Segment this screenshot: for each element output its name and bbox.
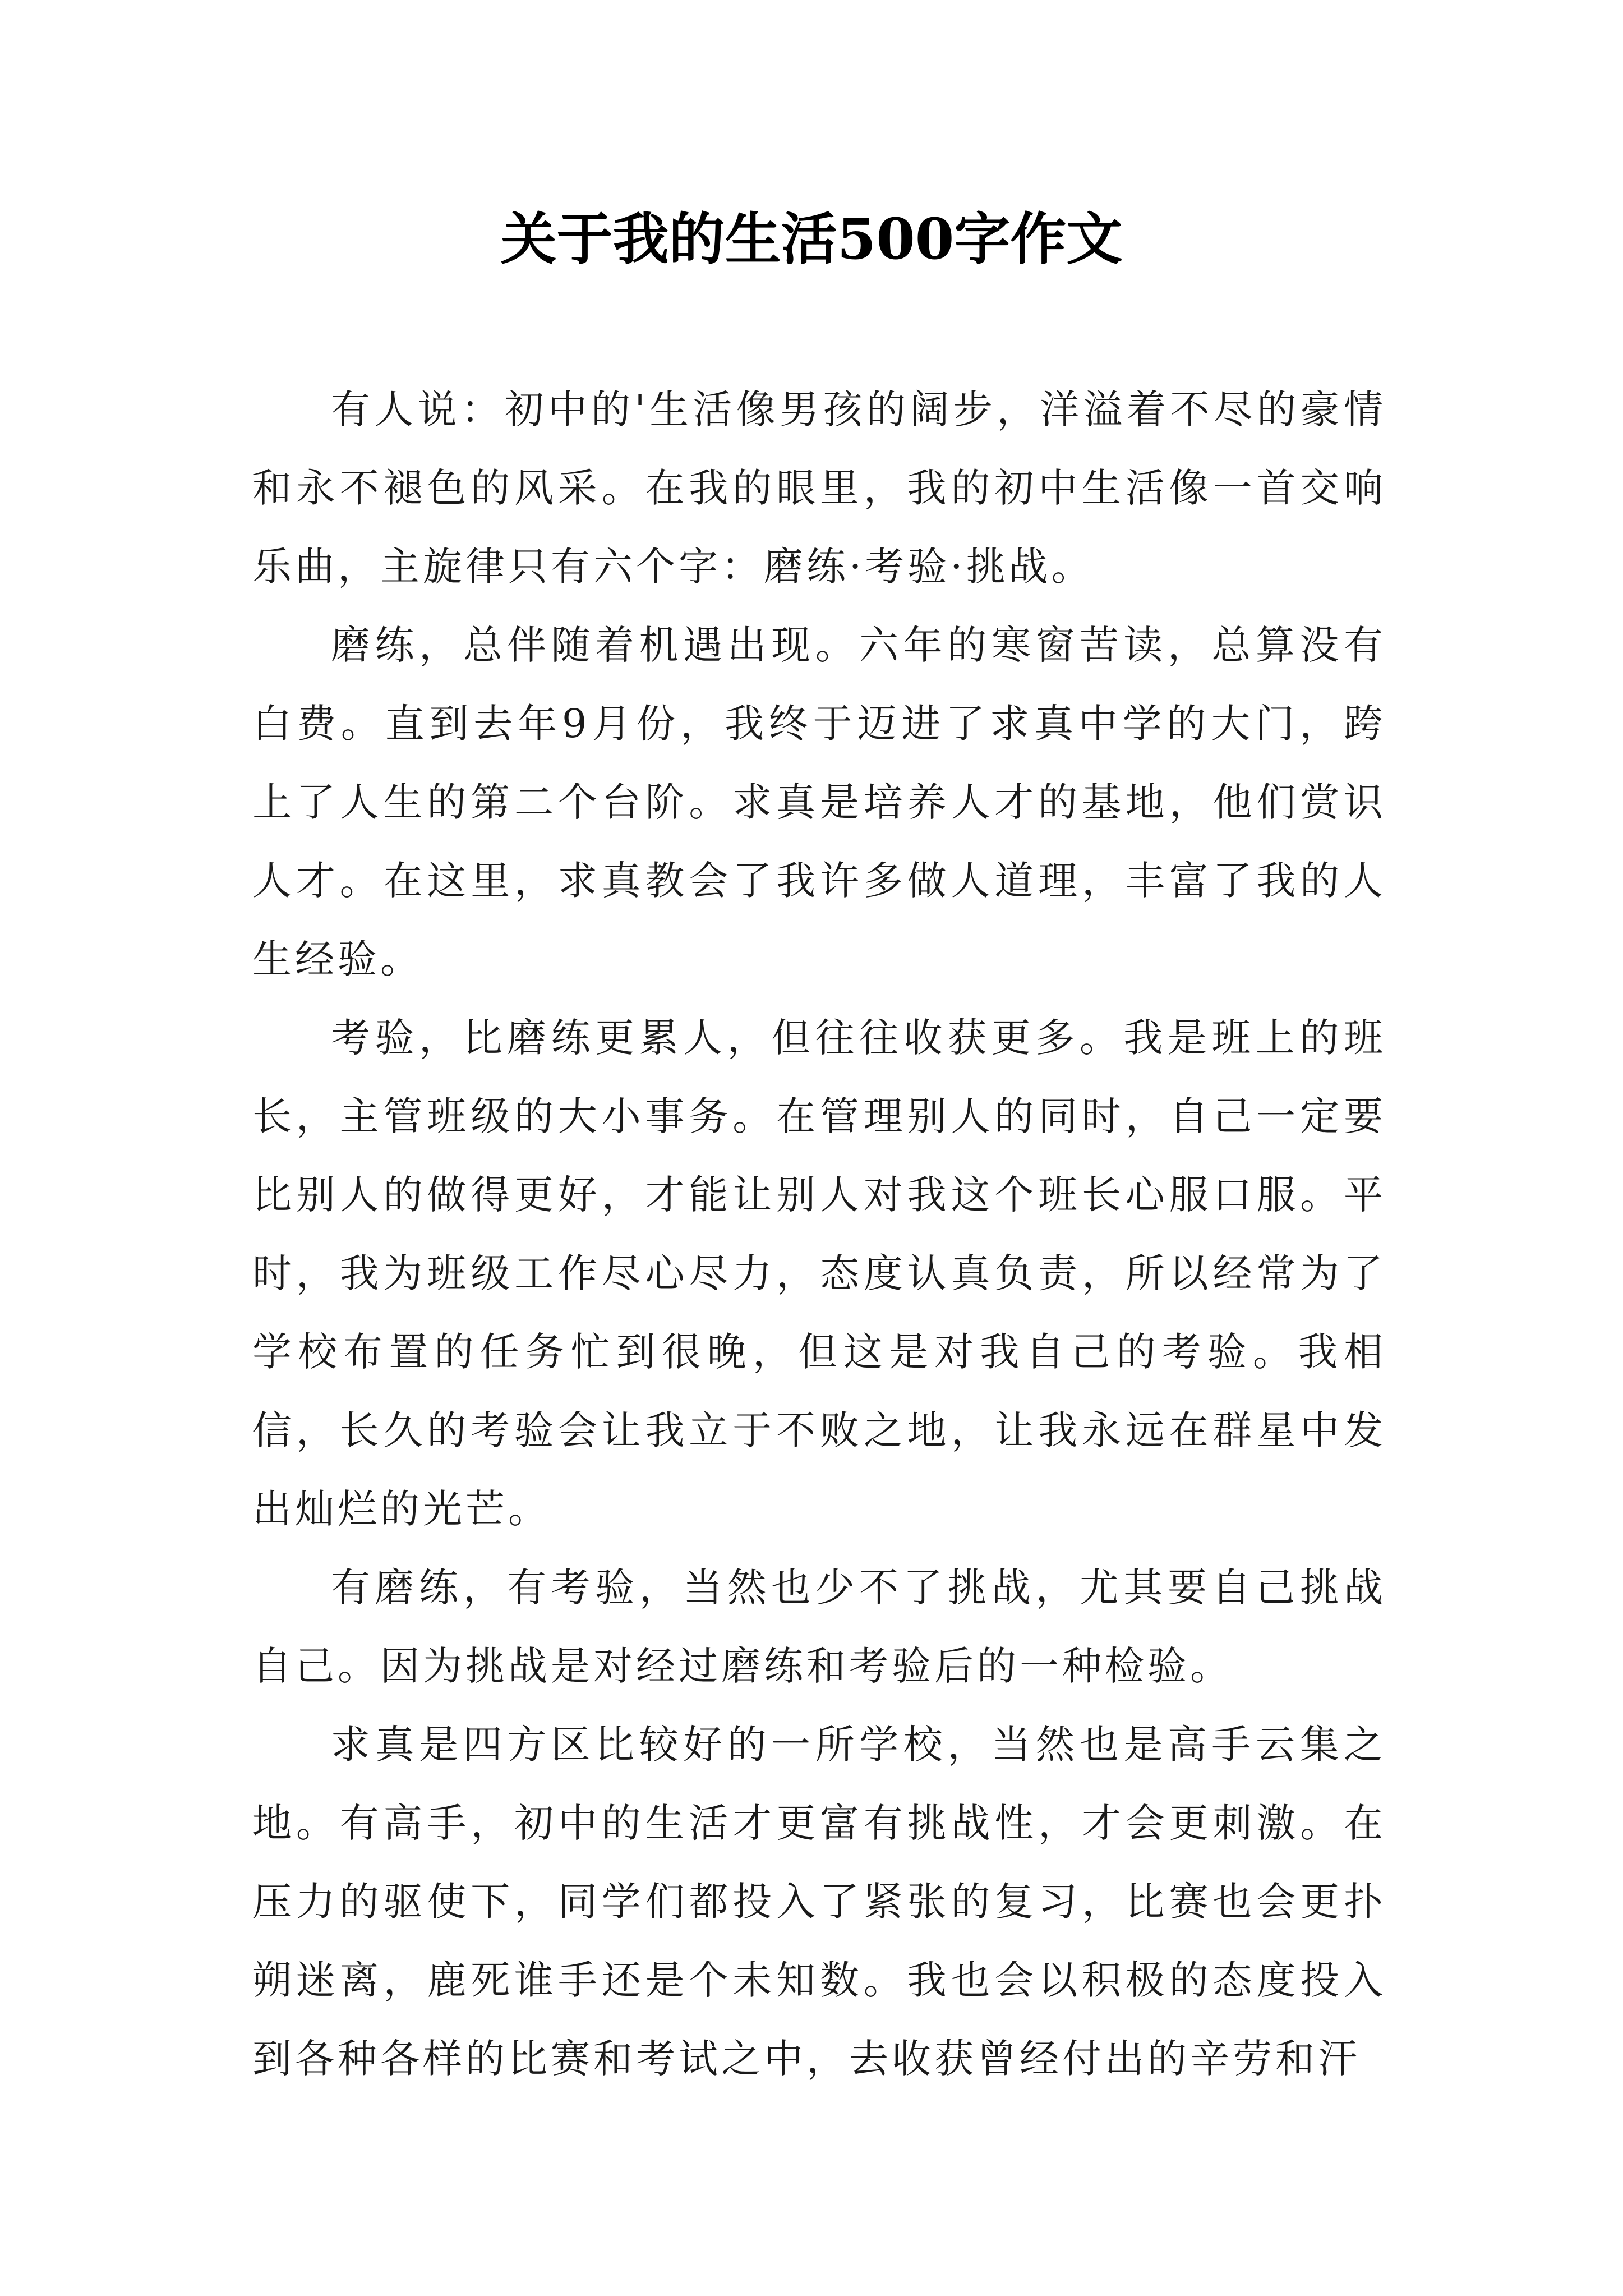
- essay-body: [252, 370, 1386, 2098]
- paragraph-4: 有磨练，有考验，当然也少不了挑战，尤其要自己挑战自己。因为挑战是对经过磨练和考验后的一种检验。: [252, 1565, 1386, 1689]
- paragraph-3: 考验，比磨练更累人，但往往收获更多。我是班上的班长，主管班级的大小事务。在管理别人的同时，自己一定要比别人的做得更好，才能让别人对我这个班长心服口服。平时，我为班级工作尽心尽力，态度认真负责，所以经常为了学校布置的任务忙到很晚，但这是对我自己的考验。我相信，长久的考验会让我立于不败之地，让我永远在群星中发出灿烂的光芒。: [252, 1015, 1386, 1532]
- paragraph-1: 有人说：初中的'生活像男孩的阔步，洋溢着不尽的豪情和永不褪色的风采。在我的眼里，我的初中生活像一首交响乐曲，主旋律只有六个字：磨练·考验·挑战。: [252, 386, 1386, 590]
- paragraph-5: 求真是四方区比较好的一所学校，当然也是高手云集之地。有高手，初中的生活才更富有挑战性，才会更刺激。在压力的驱使下，同学们都投入了紧张的复习，比赛也会更扑朔迷离，鹿死谁手还是个未知数。我也会以积极的态度投入到各种各样的比赛和考试之中，去收获曾经付出的辛劳和汗: [252, 1722, 1386, 2082]
- paragraph-2: 磨练，总伴随着机遇出现。六年的寒窗苦读，总算没有白费。直到去年9月份，我终于迈进了求真中学的大门，跨上了人生的第二个台阶。求真是培养人才的基地，他们赏识人才。在这里，求真教会了我许多做人道理，丰富了我的人生经验。: [252, 622, 1386, 982]
- document-title: 关于我的生活500字作文: [500, 206, 1123, 272]
